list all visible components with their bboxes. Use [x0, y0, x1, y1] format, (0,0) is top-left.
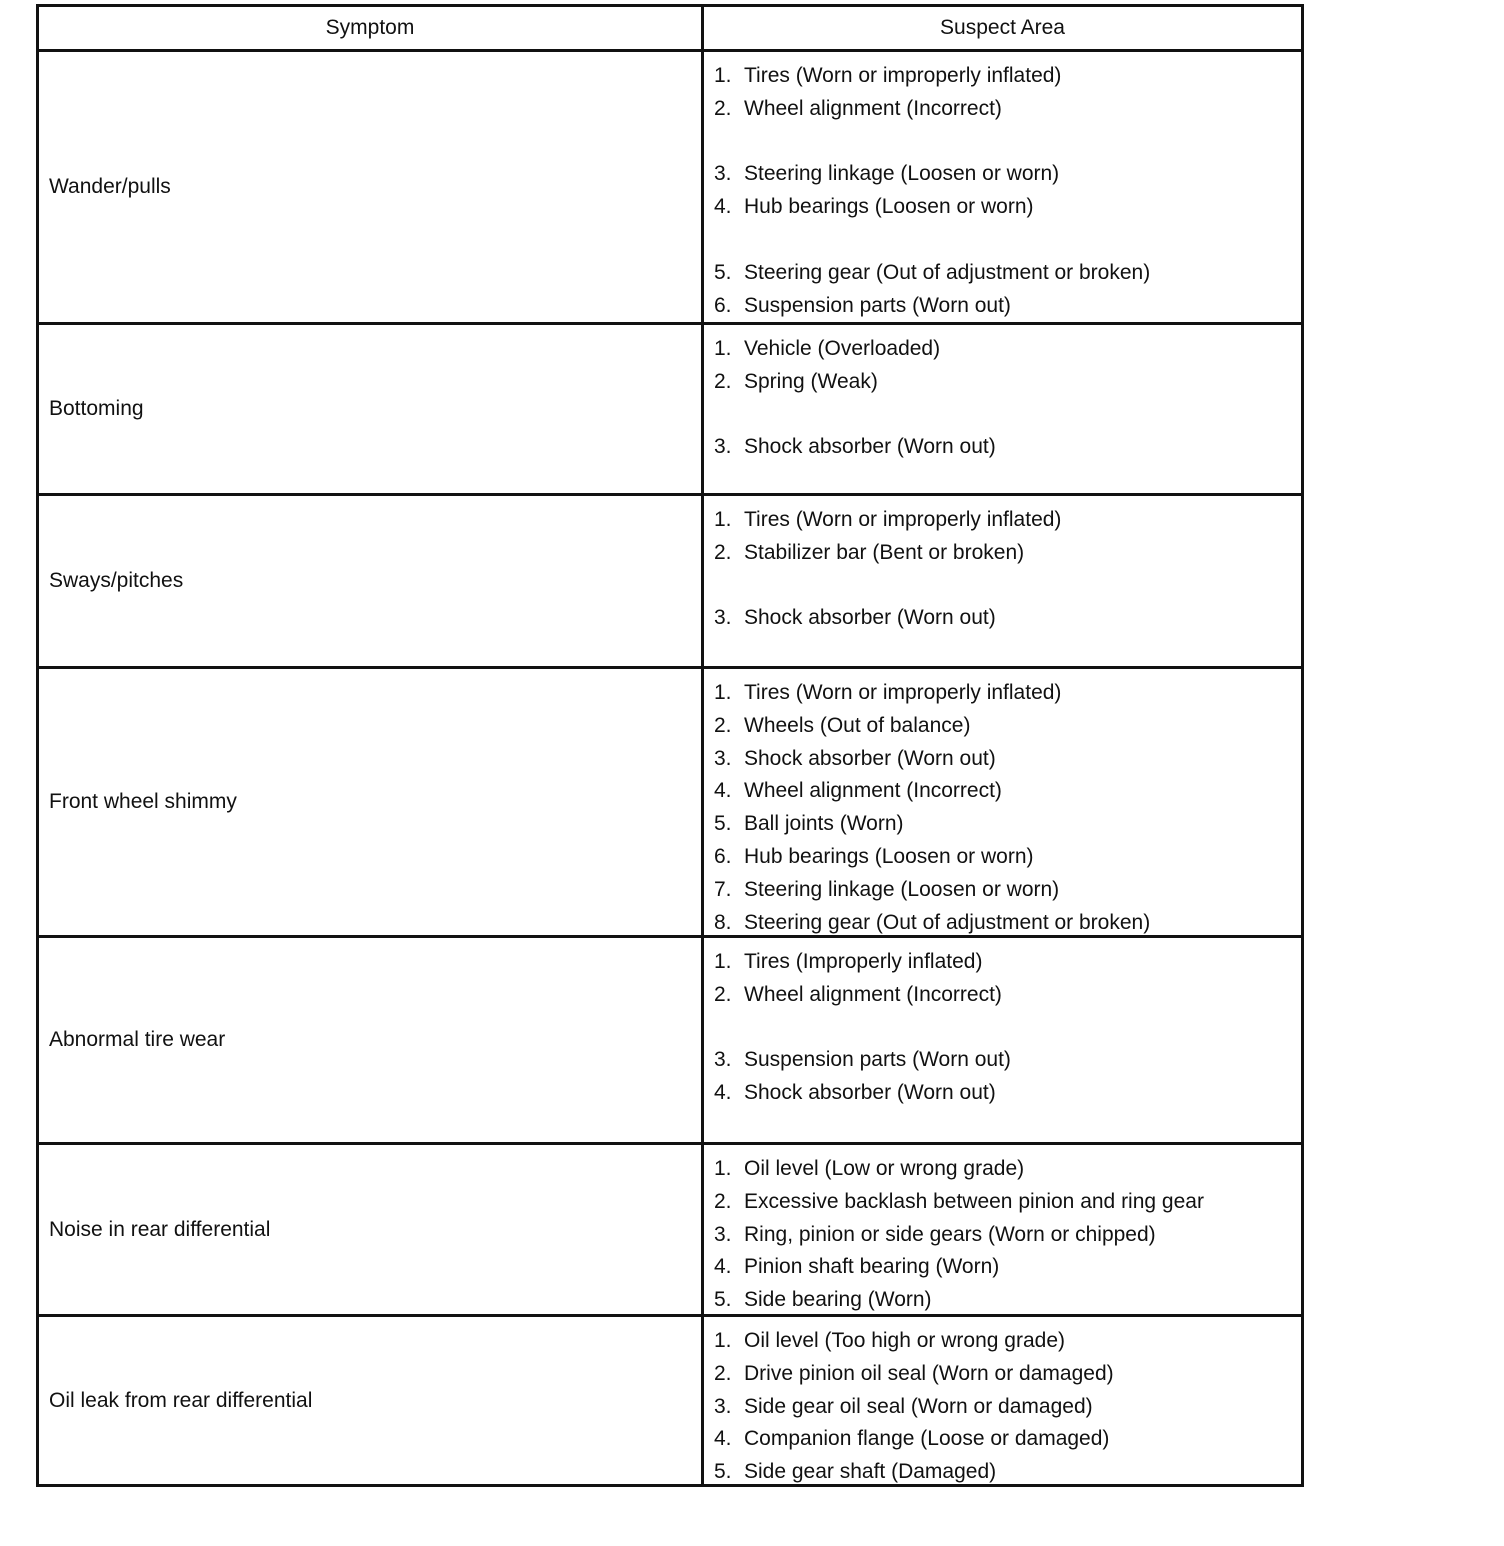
item-number: 6.	[714, 844, 732, 868]
list-item	[714, 714, 1301, 747]
item-number: 5.	[714, 812, 732, 836]
symptom-cell: Front wheel shimmy	[39, 669, 704, 935]
list-item	[714, 1255, 1301, 1288]
item-number: 1.	[714, 1157, 732, 1180]
list-item	[714, 1362, 1301, 1395]
item-number: 2.	[714, 982, 732, 1006]
item-number: 1.	[714, 950, 732, 973]
list-item	[714, 64, 1301, 97]
list-item	[714, 812, 1301, 845]
symptom-cell: Sways/pitches	[39, 496, 704, 666]
item-number: 3.	[714, 1222, 732, 1246]
item-number: 2.	[714, 540, 732, 564]
table-row	[39, 1314, 1301, 1484]
suspect-area-cell	[704, 1317, 1301, 1484]
list-item	[714, 541, 1301, 574]
item-number: 2.	[714, 1361, 732, 1385]
list-item	[714, 228, 1301, 261]
item-number: 1.	[714, 337, 732, 360]
suspect-area-cell	[704, 938, 1301, 1142]
item-number: 4.	[714, 1081, 732, 1105]
item-text: Suspension parts (Worn out)	[744, 293, 1011, 317]
item-text: Hub bearings (Loosen or worn)	[744, 195, 1034, 219]
item-number: 4.	[714, 195, 732, 219]
symptom-cell: Abnormal tire wear	[39, 938, 704, 1142]
item-number: 4.	[714, 779, 732, 803]
item-text: Ball joints (Worn)	[744, 812, 904, 836]
item-number: 5.	[714, 1460, 732, 1484]
item-number: 2.	[714, 1189, 732, 1213]
suspect-area-cell	[704, 52, 1301, 322]
list-item	[714, 294, 1301, 327]
list-item	[714, 130, 1301, 163]
item-text: Wheel alignment (Incorrect)	[744, 982, 1002, 1006]
item-number: 3.	[714, 606, 732, 630]
list-item	[714, 845, 1301, 878]
list-item	[714, 1157, 1301, 1190]
item-text: Wheels (Out of balance)	[744, 713, 971, 737]
symptom-cell: Oil leak from rear differential	[39, 1317, 704, 1484]
list-item	[714, 403, 1301, 436]
item-number: 8.	[714, 910, 732, 934]
item-text: Tires (Improperly inflated)	[744, 950, 983, 973]
header-suspect-area: Suspect Area	[940, 16, 1065, 39]
item-text: Tires (Worn or improperly inflated)	[744, 64, 1062, 87]
item-text: Side gear shaft (Damaged)	[744, 1460, 997, 1484]
item-text: Companion flange (Loose or damaged)	[744, 1427, 1110, 1451]
item-text: Shock absorber (Worn out)	[744, 435, 996, 459]
item-text: Steering gear (Out of adjustment or broken)	[744, 910, 1151, 934]
table-row	[39, 1142, 1301, 1314]
item-number: 1.	[714, 508, 732, 531]
header-symptom: Symptom	[39, 7, 704, 49]
table-header-row	[39, 7, 1301, 49]
suspect-area-cell	[704, 325, 1301, 493]
table-row	[39, 322, 1301, 493]
item-text: Steering linkage (Loosen or worn)	[744, 877, 1060, 901]
item-number: 2.	[714, 713, 732, 737]
item-number: 2.	[714, 369, 732, 393]
item-text: Oil level (Low or wrong grade)	[744, 1157, 1025, 1180]
item-number: 3.	[714, 746, 732, 770]
list-item	[714, 370, 1301, 403]
symptom-cell: Bottoming	[39, 325, 704, 493]
list-item	[714, 1081, 1301, 1114]
item-number: 3.	[714, 1048, 732, 1072]
item-number: 6.	[714, 293, 732, 317]
item-number: 3.	[714, 162, 732, 186]
item-text: Stabilizer bar (Bent or broken)	[744, 540, 1025, 564]
list-item	[714, 574, 1301, 607]
suspect-area-cell	[704, 496, 1301, 666]
list-item	[714, 508, 1301, 541]
table-row	[39, 49, 1301, 322]
item-text: Excessive backlash between pinion and ring gear	[744, 1189, 1204, 1213]
item-text: Steering linkage (Loosen or worn)	[744, 162, 1060, 186]
table-row	[39, 493, 1301, 666]
item-text: Wheel alignment (Incorrect)	[744, 779, 1002, 803]
item-number: 4.	[714, 1255, 732, 1279]
item-number: 3.	[714, 1394, 732, 1418]
list-item	[714, 1395, 1301, 1428]
item-number: 1.	[714, 64, 732, 87]
item-text: Side gear oil seal (Worn or damaged)	[744, 1394, 1093, 1418]
list-item	[714, 261, 1301, 294]
list-item	[714, 779, 1301, 812]
table-row	[39, 935, 1301, 1142]
list-item	[714, 1460, 1301, 1493]
item-text: Ring, pinion or side gears (Worn or chipped)	[744, 1222, 1156, 1246]
list-item	[714, 1223, 1301, 1256]
list-item	[714, 1016, 1301, 1049]
table-row	[39, 666, 1301, 935]
list-item	[714, 681, 1301, 714]
item-text: Side bearing (Worn)	[744, 1288, 932, 1312]
item-text: Tires (Worn or improperly inflated)	[744, 681, 1062, 704]
list-item	[714, 950, 1301, 983]
item-text: Shock absorber (Worn out)	[744, 746, 996, 770]
list-item	[714, 606, 1301, 639]
item-text: Suspension parts (Worn out)	[744, 1048, 1011, 1072]
list-item	[714, 337, 1301, 370]
suspect-area-cell	[704, 669, 1301, 935]
list-item	[714, 1427, 1301, 1460]
item-text: Oil level (Too high or wrong grade)	[744, 1329, 1065, 1352]
item-text: Spring (Weak)	[744, 369, 878, 393]
item-text: Shock absorber (Worn out)	[744, 606, 996, 630]
list-item	[714, 1048, 1301, 1081]
item-text: Wheel alignment (Incorrect)	[744, 96, 1002, 120]
suspect-area-cell	[704, 1145, 1301, 1314]
troubleshooting-table	[36, 4, 1304, 1487]
list-item	[714, 878, 1301, 911]
list-item	[714, 97, 1301, 130]
item-text: Shock absorber (Worn out)	[744, 1081, 996, 1105]
list-item	[714, 195, 1301, 228]
list-item	[714, 747, 1301, 780]
list-item	[714, 1329, 1301, 1362]
list-item	[714, 1190, 1301, 1223]
list-item	[714, 162, 1301, 195]
item-text: Steering gear (Out of adjustment or broken)	[744, 260, 1151, 284]
item-number: 3.	[714, 435, 732, 459]
item-number: 7.	[714, 877, 732, 901]
symptom-cell: Noise in rear differential	[39, 1145, 704, 1314]
item-number: 5.	[714, 260, 732, 284]
item-number: 4.	[714, 1427, 732, 1451]
item-text: Drive pinion oil seal (Worn or damaged)	[744, 1361, 1114, 1385]
list-item	[714, 435, 1301, 468]
table-body	[39, 49, 1301, 1484]
item-number: 1.	[714, 1329, 732, 1352]
item-number: 5.	[714, 1288, 732, 1312]
symptom-cell: Wander/pulls	[39, 52, 704, 322]
list-item	[714, 983, 1301, 1016]
item-number: 1.	[714, 681, 732, 704]
item-text: Vehicle (Overloaded)	[744, 337, 941, 360]
item-number: 2.	[714, 96, 732, 120]
item-text: Tires (Worn or improperly inflated)	[744, 508, 1062, 531]
item-text: Hub bearings (Loosen or worn)	[744, 844, 1034, 868]
item-text: Pinion shaft bearing (Worn)	[744, 1255, 1000, 1279]
